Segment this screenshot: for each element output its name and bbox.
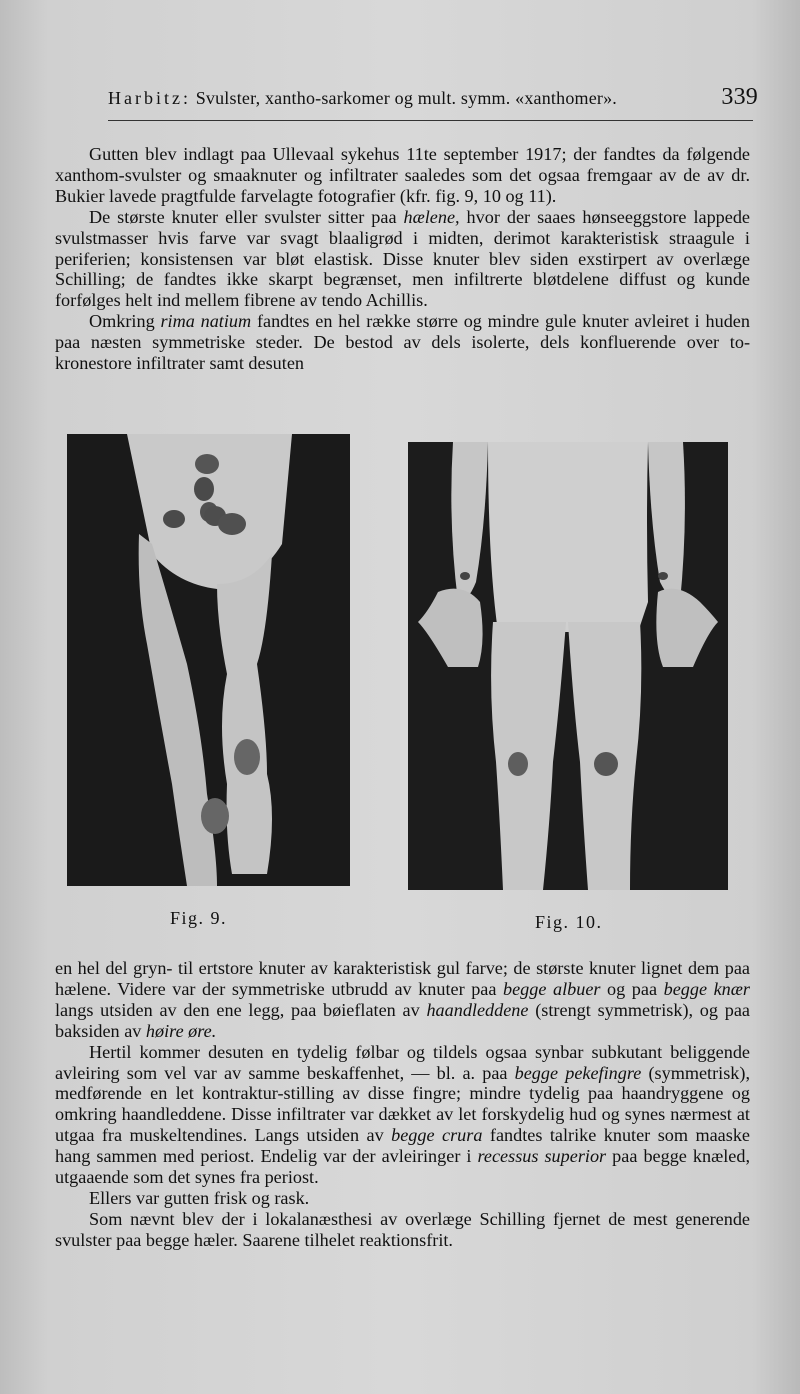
italic-phrase: begge crura	[391, 1125, 483, 1146]
italic-phrase: begge albuer	[503, 978, 601, 999]
paragraph	[55, 144, 750, 207]
text-run: paa begge knæled, utgaaende som det synes fra periost.	[55, 1146, 750, 1188]
text-run: De største knuter eller svulster sitter paa	[89, 206, 404, 227]
header-author: Harbitz:	[108, 88, 191, 108]
figure-9-image	[67, 434, 350, 886]
text-run: fandtes en hel række større og mindre gule knuter avleiret i huden paa næsten symmetriske steder. De bestod av dels isolerte, dels konfluerende over to-kronestore infiltrater samt desuten	[55, 311, 750, 374]
text-run: Hertil kommer desuten en tydelig følbar og tildels ogsaa synbar subkutant beliggende avleiring som vel var av samme beskaffenhet, — bl. a. paa	[55, 1041, 750, 1083]
page-number: 339	[721, 84, 758, 110]
text-run: fandtes talrike knuter som maaske hang sammen med periost. Endelig var der avleiringer i	[55, 1125, 750, 1167]
text-run: og paa	[600, 978, 664, 999]
italic-phrase: haandleddene	[426, 999, 529, 1020]
figure-9-caption: Fig. 9.	[170, 908, 228, 928]
italic-phrase: høire øre.	[145, 1020, 217, 1041]
text-run: (symmetrisk), medførende en let kontraktur-stilling av disse fingre; mindre tydelig paa haandryggene og omkring haandleddene. Disse infiltrater var dækket av let forskydelig hud og synes nærmest at utgaa fra muskeltendines. Langs utsiden av	[55, 1062, 750, 1146]
italic-phrase: hælene,	[403, 206, 460, 227]
figure-10-caption: Fig. 10.	[535, 912, 603, 932]
italic-phrase: recessus superior	[477, 1146, 607, 1167]
text-run: en hel del gryn- til ertstore knuter av karakteristisk gul farve; de største knuter lignet dem paa hælene. Videre var der symmetriske utbrudd av knuter paa	[55, 958, 750, 999]
paragraph	[55, 1042, 750, 1188]
text-run: Omkring	[89, 311, 161, 332]
italic-phrase: begge knær	[663, 978, 750, 999]
text-run: hvor der saaes hønseeggstore lappede svulstmasser hvis farve var svagt blaaligrød i midten, derimot karakteristisk straagule i periferien; konsistensen var bløt elastisk. Disse knuter blev siden exstirpert av overlæge Schilling; de fandtes ikke skarpt begrænset, men infiltrerte bløtdelene diffust og kunde forfølges helt ind mellem fibrene av tendo Achillis.	[55, 206, 750, 311]
running-header	[108, 84, 758, 110]
text-run: Ellers var gutten frisk og rask.	[89, 1187, 310, 1208]
text-run: Som nævnt blev der i lokalanæsthesi av overlæge Schilling fjernet de mest generende svulster paa begge hæler. Saarene tilhelet reaktionsfrit.	[55, 1208, 750, 1250]
paragraph	[55, 311, 750, 374]
body-text-top	[55, 144, 750, 374]
paragraph	[55, 1209, 750, 1251]
text-run: (strengt symmetrisk), og paa baksiden av	[55, 999, 750, 1041]
paragraph	[55, 1188, 750, 1209]
header-title: Svulster, xantho-sarkomer og mult. symm. «xanthomer».	[195, 88, 618, 108]
body-text-bottom	[55, 958, 750, 1251]
paragraph	[55, 207, 750, 312]
header-rule	[108, 120, 753, 121]
italic-phrase: begge pekefingre	[514, 1062, 642, 1083]
italic-phrase: rima natium	[160, 311, 252, 332]
figure-9-photo	[67, 434, 350, 886]
figure-10-photo	[408, 442, 728, 890]
paragraph	[55, 958, 750, 1042]
figure-10-image	[408, 442, 728, 890]
text-run: langs utsiden av den ene legg, paa bøieflaten av	[55, 999, 427, 1020]
text-run: Gutten blev indlagt paa Ullevaal sykehus 11te september 1917; der fandtes da følgende xanthom-svulster og smaaknuter og infiltrater saaledes som det ogsaa fremgaar av de av dr. Bukier lavede pragtfulde farvelagte fotografier (kfr. fig. 9, 10 og 11).	[55, 144, 750, 206]
